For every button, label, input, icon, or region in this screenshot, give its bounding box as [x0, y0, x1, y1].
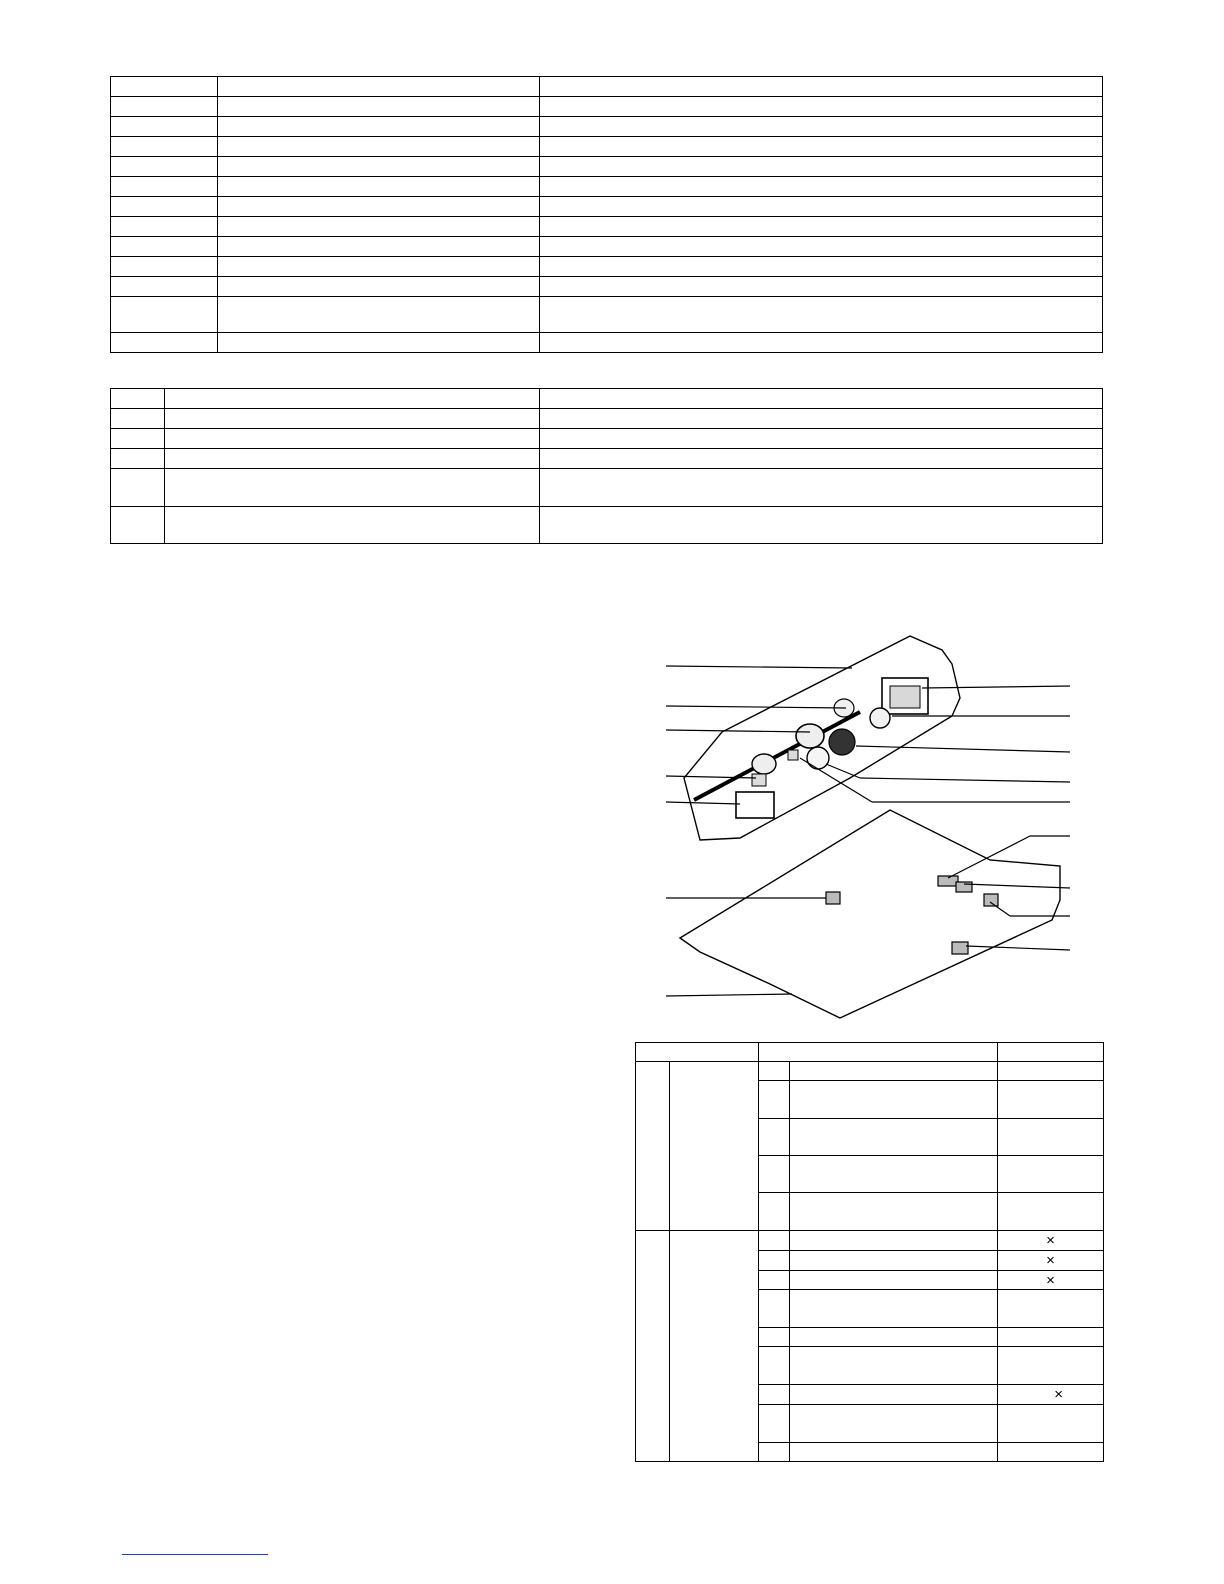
parts-list-table	[635, 1042, 1104, 1462]
table-row	[111, 257, 1103, 277]
table-row	[111, 157, 1103, 177]
table-header-row	[636, 1043, 1104, 1062]
table-row	[111, 429, 1103, 449]
callout-lines	[666, 666, 1070, 996]
table-row	[111, 97, 1103, 117]
table-row	[111, 297, 1103, 333]
table-row	[111, 197, 1103, 217]
diagram-frame-lower	[680, 810, 1060, 1018]
parts-exploded-diagram	[660, 628, 1080, 1028]
table-row	[111, 469, 1103, 507]
table-row	[111, 237, 1103, 257]
table-row	[111, 217, 1103, 237]
specification-table-top	[110, 76, 1103, 353]
table-row	[111, 409, 1103, 429]
table-row	[111, 117, 1103, 137]
sensor-parts	[826, 876, 998, 954]
footer-link-underline[interactable]	[122, 1554, 268, 1555]
table-row	[111, 389, 1103, 409]
table-row	[636, 1062, 1104, 1081]
table-row	[111, 333, 1103, 353]
table-row	[111, 507, 1103, 544]
mark-cell: ×	[998, 1271, 1104, 1290]
table-row	[111, 177, 1103, 197]
table-row	[111, 449, 1103, 469]
table-row	[111, 277, 1103, 297]
specification-table-middle	[110, 388, 1103, 544]
table-row	[111, 137, 1103, 157]
table-row	[111, 77, 1103, 97]
feed-roller-assembly	[694, 678, 928, 818]
mark-cell: ×	[998, 1231, 1104, 1251]
mark-cell: ×	[998, 1251, 1104, 1271]
table-row	[636, 1231, 1104, 1251]
mark-cell: ×	[998, 1385, 1104, 1405]
